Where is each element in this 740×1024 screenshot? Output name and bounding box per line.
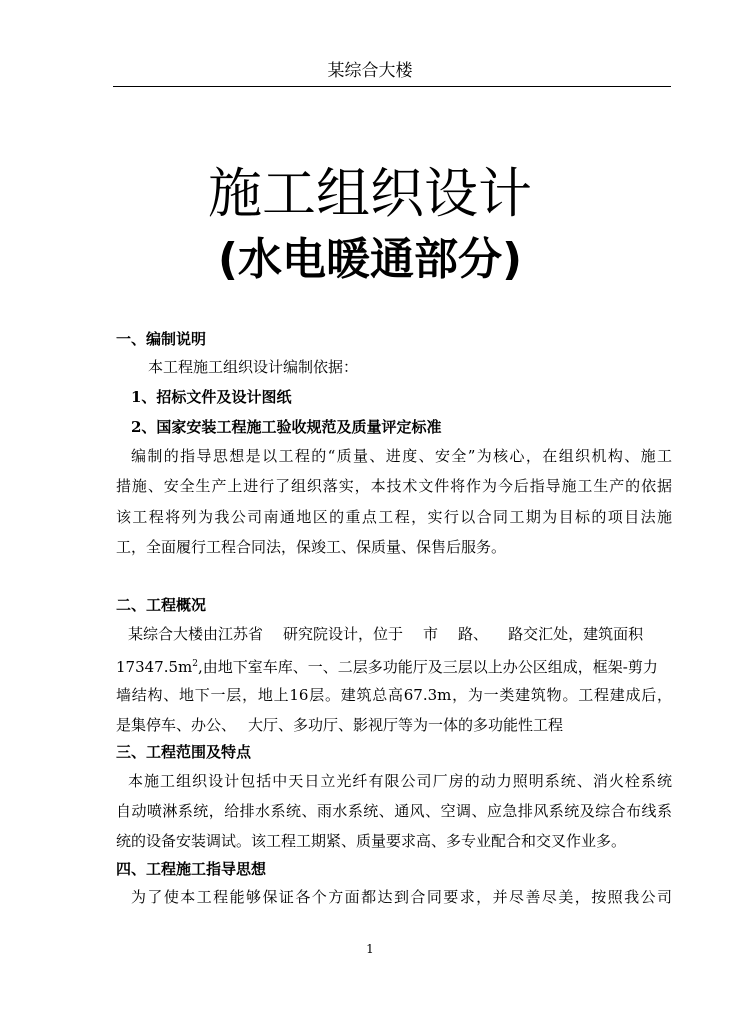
header-divider	[113, 86, 671, 87]
section-2-line-3: 墙结构、地下一层，地上16层。建筑总高67.3m，为一类建筑物。工程建成后，	[116, 686, 672, 704]
section-1-paragraph-line-2: 措施、安全生产上进行了组织落实，本技术文件将作为今后指导施工生产的依据	[116, 477, 672, 495]
section-3-line-1: 本施工组织设计包括中天日立光纤有限公司厂房的动力照明系统、消火栓系统	[128, 772, 672, 790]
overview-usage-part-2: 大厅、多功厅、影视厅等为一体的多功能性工程	[248, 716, 564, 734]
section-3-line-3: 统的设备安装调试。该工程工期紧、质量要求高、多专业配合和交叉作业多。	[116, 832, 627, 850]
area-unit-superscript: 2	[192, 659, 198, 669]
overview-part-1: 某综合大楼由江苏省	[128, 625, 264, 643]
building-area-value: 17347.5m	[116, 658, 193, 676]
document-subtitle: (水电暖通部分)	[217, 234, 523, 285]
section-4-line-1: 为了使本工程能够保证各个方面都达到合同要求，并尽善尽美，按照我公司	[131, 888, 672, 906]
section-1-paragraph-line-3: 该工程将列为我公司南通地区的重点工程，实行以合同工期为目标的项目法施	[116, 508, 672, 526]
overview-part-5: 路交汇处，建筑面积	[508, 625, 644, 643]
overview-part-2: 研究院设计，位于	[283, 625, 404, 643]
section-heading-3: 三、工程范围及特点	[116, 743, 252, 761]
overview-part-4: 路、	[458, 625, 489, 643]
building-composition-text: ,由地下室车库、一、二层多功能厅及三层以上办公区组成，框架-剪力	[198, 658, 658, 676]
section-heading-1: 一、编制说明	[116, 330, 207, 348]
section-3-line-2: 自动喷淋系统，给排水系统、雨水系统、通风、空调、应急排风系统及综合布线系	[116, 802, 672, 820]
basis-item-1: 1、招标文件及设计图纸	[131, 388, 292, 406]
section-heading-2: 二、工程概况	[116, 596, 207, 614]
page-number: 1	[366, 942, 374, 956]
section-2-line-2	[116, 654, 658, 677]
section-2-line-1	[128, 624, 643, 644]
section-1-intro: 本工程施工组织设计编制依据：	[148, 358, 359, 376]
section-heading-4: 四、工程施工指导思想	[116, 860, 267, 878]
section-2-line-4	[116, 715, 563, 735]
overview-part-3: 市	[423, 625, 439, 643]
page-header: 某综合大楼	[327, 61, 413, 81]
section-1-paragraph-line-4: 工，全面履行工程合同法，保竣工、保质量、保售后服务。	[116, 538, 507, 556]
overview-usage-part-1: 是集停车、办公、	[116, 716, 237, 734]
basis-item-2: 2、国家安装工程施工验收规范及质量评定标准	[131, 418, 442, 436]
section-1-paragraph-line-1: 编制的指导思想是以工程的“质量、进度、安全”为核心，在组织机构、施工	[131, 447, 672, 465]
document-title: 施工组织设计	[208, 162, 532, 225]
